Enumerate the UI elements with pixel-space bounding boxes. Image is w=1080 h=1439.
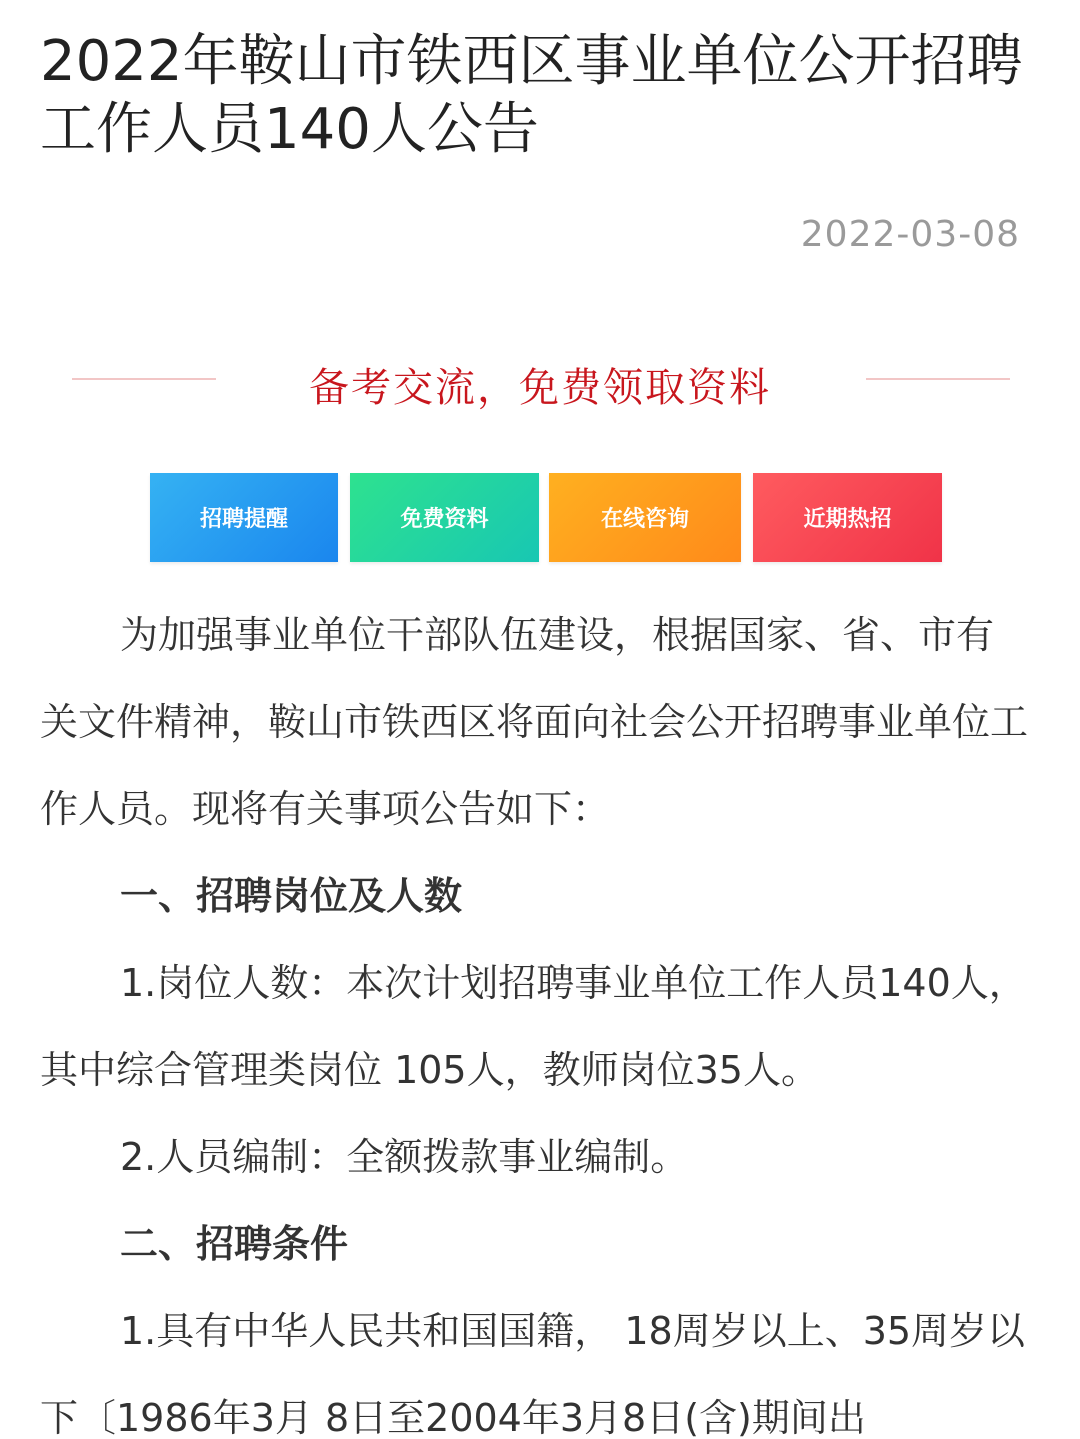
condition-nationality-paragraph: 1.具有中华人民共和国国籍， 18周岁以上、35周岁以下〔1986年3月 8日至2004年3月8日(含)期间出 <box>40 1309 1026 1439</box>
publish-date: 2022-03-08 <box>800 214 1020 255</box>
section-heading-positions: 一、招聘岗位及人数 <box>120 874 463 918</box>
article-title: 2022年鞍山市铁西区事业单位公开招聘工作人员140人公告 <box>40 29 1023 162</box>
promo-banner-text: 备考交流，免费领取资料 <box>309 365 771 411</box>
promo-banner <box>0 356 1080 416</box>
staffing-paragraph: 2.人员编制：全额拨款事业编制。 <box>120 1135 689 1179</box>
intro-paragraph: 为加强事业单位干部队伍建设，根据国家、省、市有关文件精神，鞍山市铁西区将面向社会公开招聘事业单位工作人员。现将有关事项公告如下： <box>40 613 1029 831</box>
article-body <box>40 592 1030 1439</box>
online-consult-button[interactable]: 在线咨询 <box>549 473 741 562</box>
positions-count-paragraph: 1.岗位人数：本次计划招聘事业单位工作人员140人，其中综合管理类岗位 105人，教师岗位35人。 <box>40 961 1027 1092</box>
promo-button-row <box>150 473 942 562</box>
free-materials-button[interactable]: 免费资料 <box>350 473 539 562</box>
divider-right <box>866 378 1010 380</box>
recruitment-reminder-button[interactable]: 招聘提醒 <box>150 473 338 562</box>
recent-hot-jobs-button[interactable]: 近期热招 <box>753 473 942 562</box>
section-heading-conditions: 二、招聘条件 <box>120 1222 349 1266</box>
